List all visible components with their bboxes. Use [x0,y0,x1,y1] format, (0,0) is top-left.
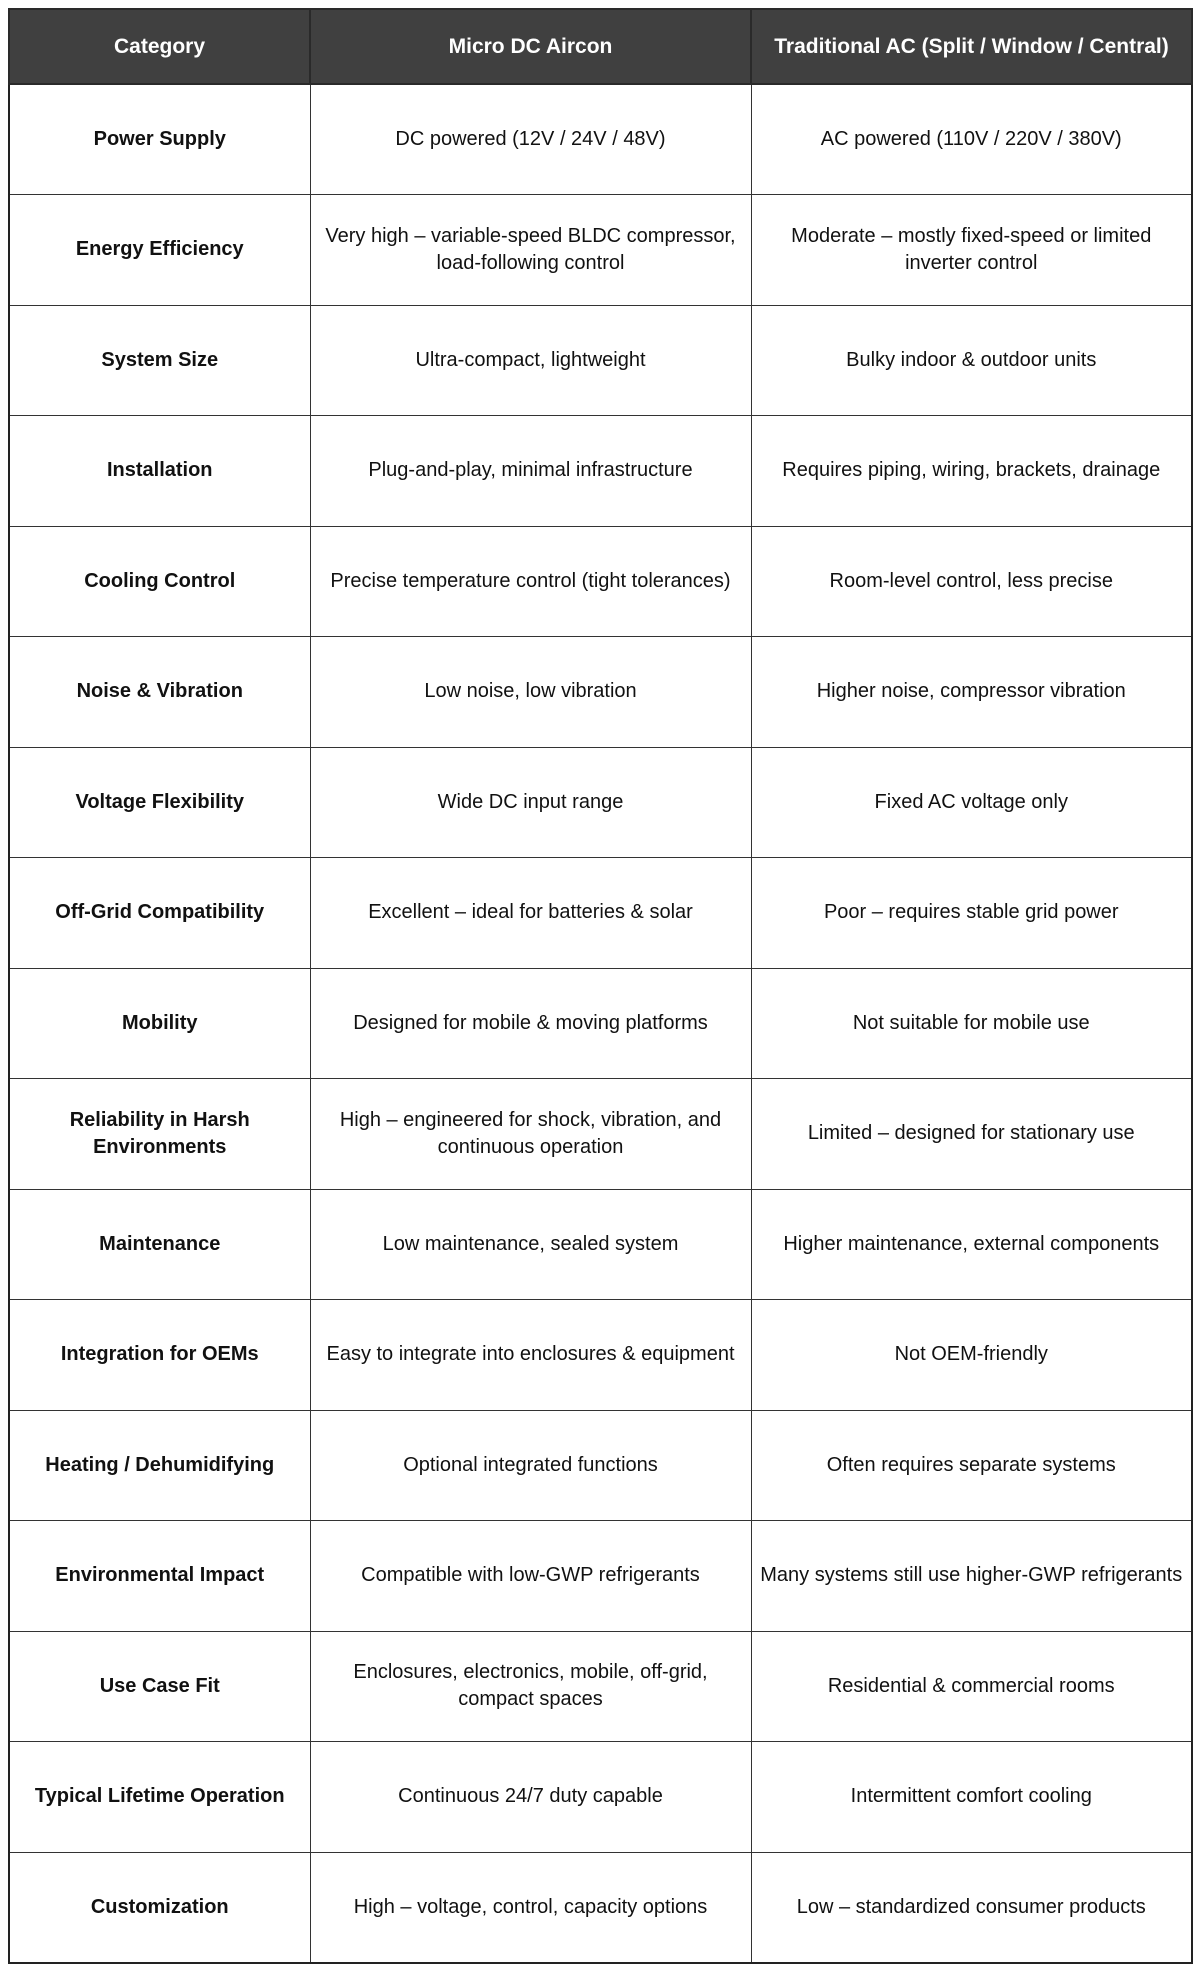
category-cell: Heating / Dehumidifying [9,1410,310,1521]
table-row [9,1300,1192,1411]
table-row [9,1852,1192,1963]
category-cell: System Size [9,305,310,416]
category-cell: Maintenance [9,1189,310,1300]
category-cell: Mobility [9,968,310,1079]
traditional-cell: Higher noise, compressor vibration [751,637,1192,748]
category-cell: Voltage Flexibility [9,747,310,858]
micro-dc-cell: High – voltage, control, capacity options [310,1852,751,1963]
category-cell: Cooling Control [9,526,310,637]
table-row [9,1521,1192,1632]
micro-dc-cell: Optional integrated functions [310,1410,751,1521]
traditional-cell: Moderate – mostly fixed-speed or limited inverter control [751,195,1192,306]
traditional-cell: Bulky indoor & outdoor units [751,305,1192,416]
header-category: Category [9,9,310,84]
table-row [9,526,1192,637]
traditional-cell: AC powered (110V / 220V / 380V) [751,84,1192,195]
category-cell: Integration for OEMs [9,1300,310,1411]
micro-dc-cell: Wide DC input range [310,747,751,858]
header-micro-dc: Micro DC Aircon [310,9,751,84]
table-row [9,1631,1192,1742]
micro-dc-cell: Enclosures, electronics, mobile, off-grid, compact spaces [310,1631,751,1742]
category-cell: Installation [9,416,310,527]
table-row [9,858,1192,969]
category-cell: Energy Efficiency [9,195,310,306]
category-cell: Reliability in Harsh Environments [9,1079,310,1190]
traditional-cell: Room-level control, less precise [751,526,1192,637]
micro-dc-cell: Low noise, low vibration [310,637,751,748]
micro-dc-cell: Excellent – ideal for batteries & solar [310,858,751,969]
category-cell: Use Case Fit [9,1631,310,1742]
micro-dc-cell: Precise temperature control (tight tolerances) [310,526,751,637]
traditional-cell: Requires piping, wiring, brackets, drainage [751,416,1192,527]
table-row [9,195,1192,306]
comparison-table [8,8,1193,1964]
micro-dc-cell: Continuous 24/7 duty capable [310,1742,751,1853]
category-cell: Environmental Impact [9,1521,310,1632]
traditional-cell: Limited – designed for stationary use [751,1079,1192,1190]
table-row [9,747,1192,858]
micro-dc-cell: DC powered (12V / 24V / 48V) [310,84,751,195]
category-cell: Noise & Vibration [9,637,310,748]
micro-dc-cell: Low maintenance, sealed system [310,1189,751,1300]
table-row [9,1079,1192,1190]
header-row [9,9,1192,84]
traditional-cell: Fixed AC voltage only [751,747,1192,858]
micro-dc-cell: Easy to integrate into enclosures & equipment [310,1300,751,1411]
category-cell: Power Supply [9,84,310,195]
traditional-cell: Not suitable for mobile use [751,968,1192,1079]
micro-dc-cell: Compatible with low-GWP refrigerants [310,1521,751,1632]
traditional-cell: Poor – requires stable grid power [751,858,1192,969]
table-row [9,637,1192,748]
category-cell: Off-Grid Compatibility [9,858,310,969]
micro-dc-cell: Designed for mobile & moving platforms [310,968,751,1079]
table-row [9,1189,1192,1300]
micro-dc-cell: Ultra-compact, lightweight [310,305,751,416]
header-traditional: Traditional AC (Split / Window / Central) [751,9,1192,84]
table-row [9,1742,1192,1853]
traditional-cell: Low – standardized consumer products [751,1852,1192,1963]
table-row [9,416,1192,527]
micro-dc-cell: Very high – variable-speed BLDC compressor, load-following control [310,195,751,306]
table-row [9,84,1192,195]
traditional-cell: Higher maintenance, external components [751,1189,1192,1300]
traditional-cell: Not OEM-friendly [751,1300,1192,1411]
traditional-cell: Often requires separate systems [751,1410,1192,1521]
micro-dc-cell: Plug-and-play, minimal infrastructure [310,416,751,527]
traditional-cell: Intermittent comfort cooling [751,1742,1192,1853]
table-row [9,1410,1192,1521]
table-row [9,305,1192,416]
category-cell: Customization [9,1852,310,1963]
micro-dc-cell: High – engineered for shock, vibration, and continuous operation [310,1079,751,1190]
traditional-cell: Many systems still use higher-GWP refrigerants [751,1521,1192,1632]
table-row [9,968,1192,1079]
category-cell: Typical Lifetime Operation [9,1742,310,1853]
traditional-cell: Residential & commercial rooms [751,1631,1192,1742]
